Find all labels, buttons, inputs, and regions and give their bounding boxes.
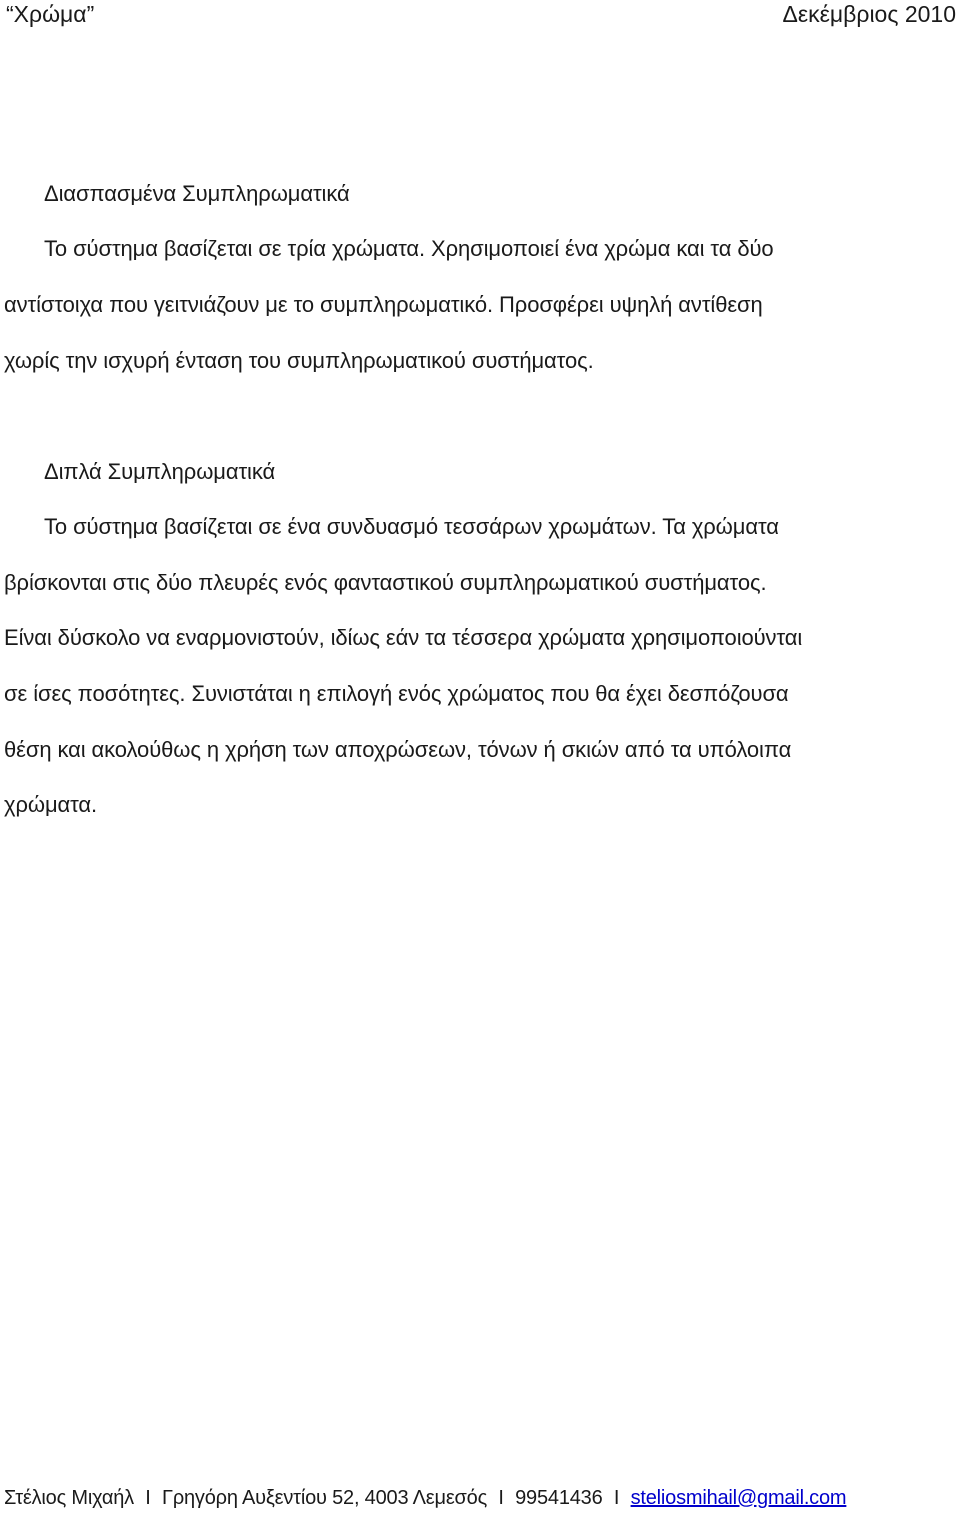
- author-phone: 99541436: [515, 1487, 603, 1509]
- paragraph-line: Το σύστημα βασίζεται σε τρία χρώματα. Χρησιμοποιεί ένα χρώμα και τα δύο: [44, 236, 774, 261]
- paragraph-line: αντίστοιχα που γειτνιάζουν με το συμπληρωματικό. Προσφέρει υψηλή αντίθεση: [4, 292, 763, 317]
- email-link[interactable]: steliosmihail@gmail.com: [630, 1487, 847, 1509]
- author-address: Γρηγόρη Αυξεντίου 52, 4003 Λεμεσός: [162, 1487, 488, 1509]
- section-heading: Διασπασμένα Συμπληρωματικά: [44, 181, 350, 206]
- paragraph-line: χωρίς την ισχυρή ένταση του συμπληρωματικού συστήματος.: [4, 348, 594, 373]
- author-name: Στέλιος Μιχαήλ: [4, 1487, 134, 1509]
- page-footer: [4, 1484, 846, 1512]
- footer-separator: I: [145, 1487, 151, 1509]
- footer-separator: I: [613, 1487, 620, 1509]
- footer-separator: I: [498, 1487, 504, 1509]
- paragraph-line: θέση και ακολούθως η χρήση των αποχρώσεων, τόνων ή σκιών από τα υπόλοιπα: [4, 737, 792, 762]
- paragraph-line: βρίσκονται στις δύο πλευρές ενός φανταστικού συμπληρωματικού συστήματος.: [4, 570, 767, 595]
- paragraph-line: Είναι δύσκολο να εναρμονιστούν, ιδίως εάν τα τέσσερα χρώματα χρησιμοποιούνται: [4, 625, 803, 650]
- paragraph-line: χρώματα.: [4, 792, 98, 817]
- paragraph-line: Το σύστημα βασίζεται σε ένα συνδυασμό τεσσάρων χρωμάτων. Τα χρώματα: [44, 514, 779, 539]
- paragraph-line: σε ίσες ποσότητες. Συνιστάται η επιλογή ενός χρώματος που θα έχει δεσπόζουσα: [4, 681, 789, 706]
- document-date: Δεκέμβριος 2010: [782, 1, 956, 27]
- section-heading: Διπλά Συμπληρωματικά: [44, 459, 276, 484]
- page-header: [0, 0, 960, 30]
- document-title: “Χρώμα”: [6, 1, 95, 27]
